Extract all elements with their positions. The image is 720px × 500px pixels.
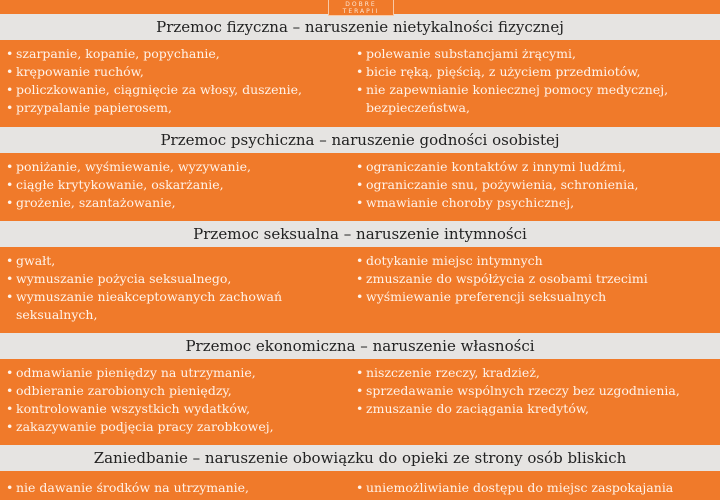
logo-line-1: DOBRE: [345, 1, 377, 8]
list-item: • uniemożliwianie dostępu do miejsc zaspokajania: [360, 479, 715, 497]
section-header-economic: Przemoc ekonomiczna – naruszenie własności: [0, 333, 720, 359]
list-item: • sprzedawanie wspólnych rzeczy bez uzgodnienia,: [360, 382, 715, 400]
list-item: • zakazywanie podjęcia pracy zarobkowej,: [10, 418, 355, 436]
brand-logo: [328, 0, 394, 16]
list-item: • wyśmiewanie preferencji seksualnych: [360, 288, 715, 306]
list-item: • gwałt,: [10, 252, 355, 270]
list-item: • odmawianie pieniędzy na utrzymanie,: [10, 364, 355, 382]
left-column: [10, 45, 355, 117]
left-column: [10, 252, 355, 324]
logo-line-2: TERAPII: [342, 8, 380, 15]
list-item: • polewanie substancjami żrącymi,: [360, 45, 715, 63]
list-item: • grożenie, szantażowanie,: [10, 194, 355, 212]
right-column: [360, 158, 715, 212]
list-item: • odbieranie zarobionych pieniędzy,: [10, 382, 355, 400]
list-item: • zmuszanie do zaciągania kredytów,: [360, 400, 715, 418]
right-column: [360, 364, 715, 418]
list-item: • poniżanie, wyśmiewanie, wyzywanie,: [10, 158, 355, 176]
left-column: [10, 479, 355, 497]
right-column: [360, 479, 715, 497]
list-item: • szarpanie, kopanie, popychanie,: [10, 45, 355, 63]
list-item: • ograniczanie snu, pożywienia, schronienia,: [360, 176, 715, 194]
list-item: • kontrolowanie wszystkich wydatków,: [10, 400, 355, 418]
section-header-neglect: Zaniedbanie – naruszenie obowiązku do opieki ze strony osób bliskich: [0, 445, 720, 471]
list-item: • krępowanie ruchów,: [10, 63, 355, 81]
right-column: [360, 252, 715, 306]
list-item: • bicie ręką, pięścią, z użyciem przedmiotów,: [360, 63, 715, 81]
list-item: • dotykanie miejsc intymnych: [360, 252, 715, 270]
list-item: • przypalanie papierosem,: [10, 99, 355, 117]
list-item: • zmuszanie do współżycia z osobami trzecimi: [360, 270, 715, 288]
section-header-physical: Przemoc fizyczna – naruszenie nietykalności fizycznej: [0, 14, 720, 40]
list-item: • wymuszanie nieakceptowanych zachowań seksualnych,: [10, 288, 355, 324]
left-column: [10, 158, 355, 212]
list-item: • wymuszanie pożycia seksualnego,: [10, 270, 355, 288]
list-item: • nie zapewnianie koniecznej pomocy medycznej, bezpieczeństwa,: [360, 81, 715, 117]
list-item: • wmawianie choroby psychicznej,: [360, 194, 715, 212]
list-item: • niszczenie rzeczy, kradzież,: [360, 364, 715, 382]
left-column: [10, 364, 355, 436]
section-header-psychological: Przemoc psychiczna – naruszenie godności osobistej: [0, 127, 720, 153]
list-item: • policzkowanie, ciągnięcie za włosy, duszenie,: [10, 81, 355, 99]
list-item: • ciągłe krytykowanie, oskarżanie,: [10, 176, 355, 194]
list-item: • nie dawanie środków na utrzymanie,: [10, 479, 355, 497]
right-column: [360, 45, 715, 117]
section-header-sexual: Przemoc seksualna – naruszenie intymności: [0, 221, 720, 247]
list-item: • ograniczanie kontaktów z innymi ludźmi,: [360, 158, 715, 176]
